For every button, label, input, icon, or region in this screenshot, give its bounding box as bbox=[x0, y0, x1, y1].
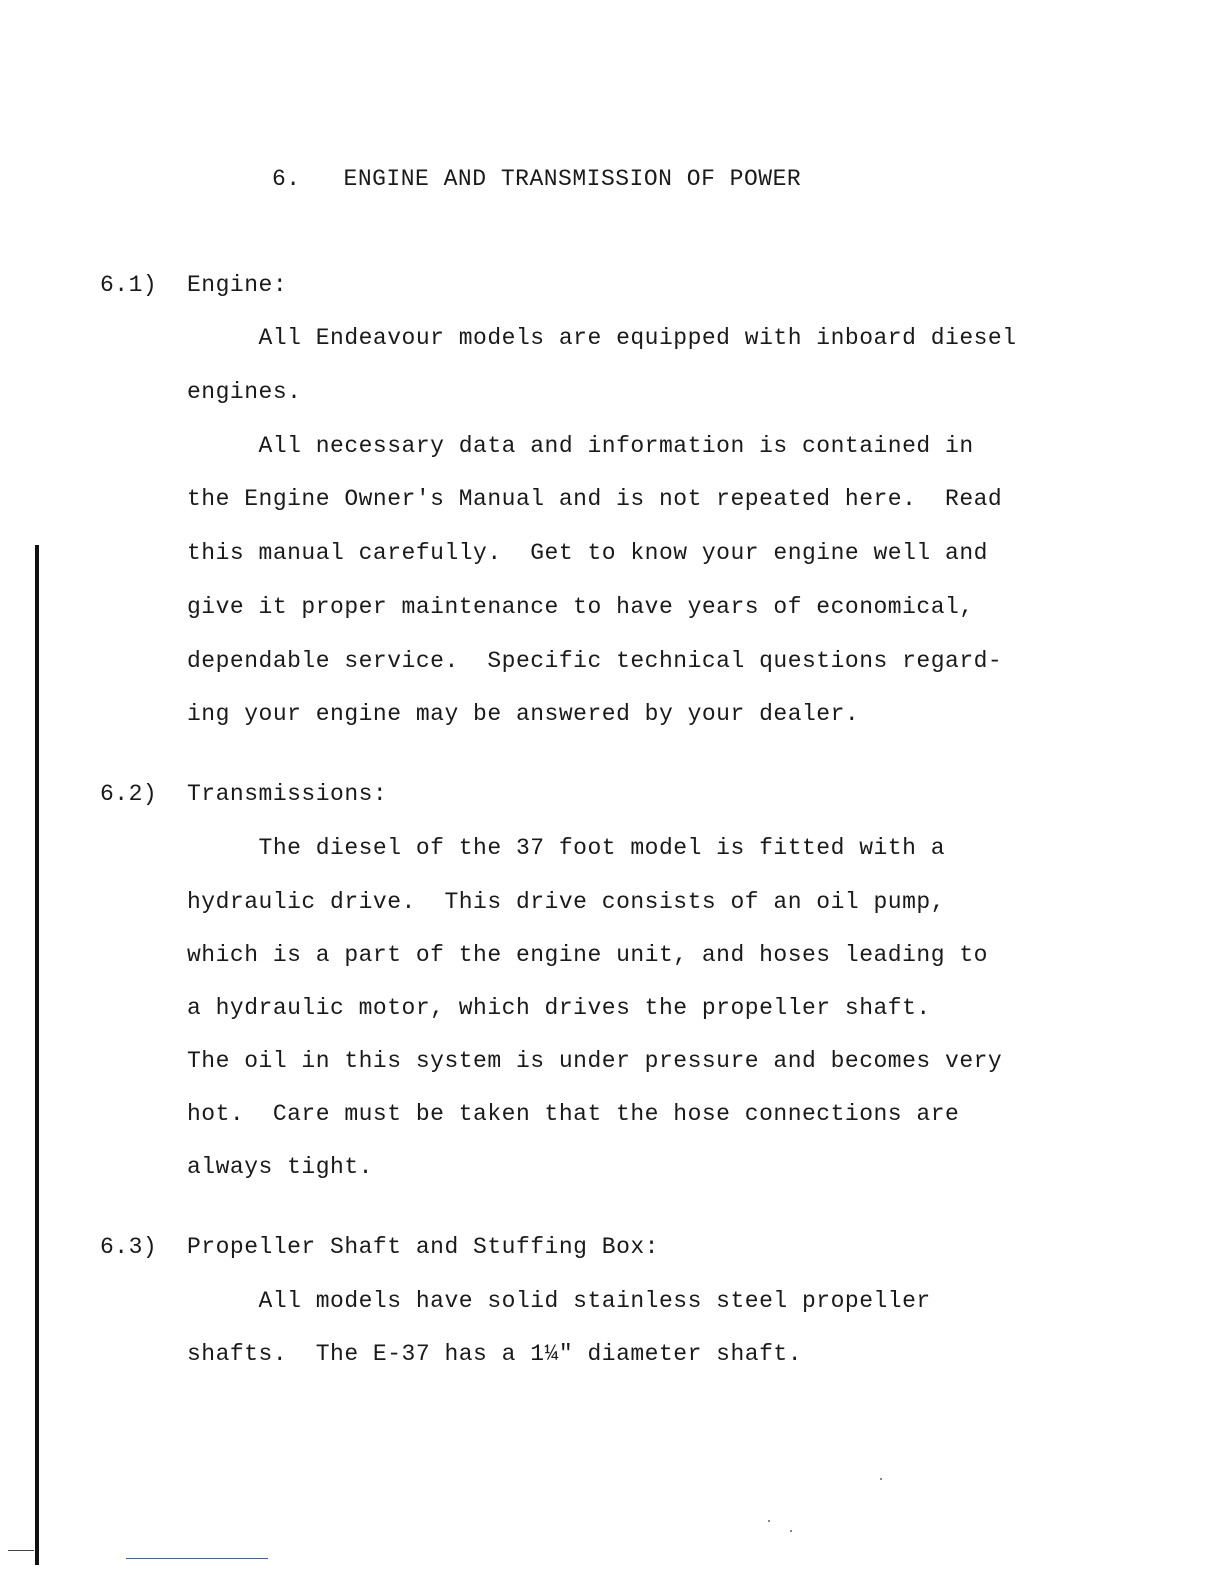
body-line: give it proper maintenance to have years of economical, bbox=[187, 594, 974, 620]
body-line: a hydraulic motor, which drives the propeller shaft. bbox=[187, 995, 931, 1021]
body-line: dependable service. Specific technical questions regard- bbox=[187, 648, 1003, 674]
body-line: which is a part of the engine unit, and hoses leading to bbox=[187, 942, 988, 968]
margin-change-bar bbox=[35, 545, 39, 1565]
section-title: Propeller Shaft and Stuffing Box: bbox=[187, 1234, 659, 1260]
scan-mark bbox=[8, 1550, 34, 1551]
scan-speck bbox=[768, 1520, 770, 1522]
section-number: 6.2) bbox=[100, 781, 158, 807]
scan-speck bbox=[880, 1478, 882, 1480]
scan-speck bbox=[790, 1530, 792, 1532]
section-number: 6.3) bbox=[100, 1234, 158, 1260]
body-line: The diesel of the 37 foot model is fitted with a bbox=[187, 835, 946, 861]
body-line: The oil in this system is under pressure and becomes very bbox=[187, 1048, 1003, 1074]
body-line: All necessary data and information is contained in bbox=[187, 433, 974, 459]
body-line: ing your engine may be answered by your dealer. bbox=[187, 701, 860, 727]
body-line: hydraulic drive. This drive consists of an oil pump, bbox=[187, 889, 946, 915]
body-line: All models have solid stainless steel propeller bbox=[187, 1288, 931, 1314]
chapter-heading: 6. ENGINE AND TRANSMISSION OF POWER bbox=[272, 166, 802, 192]
section-title: Engine: bbox=[187, 272, 288, 298]
body-line: this manual carefully. Get to know your engine well and bbox=[187, 540, 988, 566]
scan-underline bbox=[126, 1558, 268, 1559]
body-line: shafts. The E-37 has a 1¼" diameter shaft. bbox=[187, 1341, 802, 1367]
body-line: engines. bbox=[187, 379, 302, 405]
section-title: Transmissions: bbox=[187, 781, 388, 807]
body-line: always tight. bbox=[187, 1154, 373, 1180]
section-number: 6.1) bbox=[100, 272, 158, 298]
body-line: the Engine Owner's Manual and is not repeated here. Read bbox=[187, 486, 1003, 512]
body-line: All Endeavour models are equipped with inboard diesel bbox=[187, 325, 1017, 351]
body-line: hot. Care must be taken that the hose connections are bbox=[187, 1101, 960, 1127]
